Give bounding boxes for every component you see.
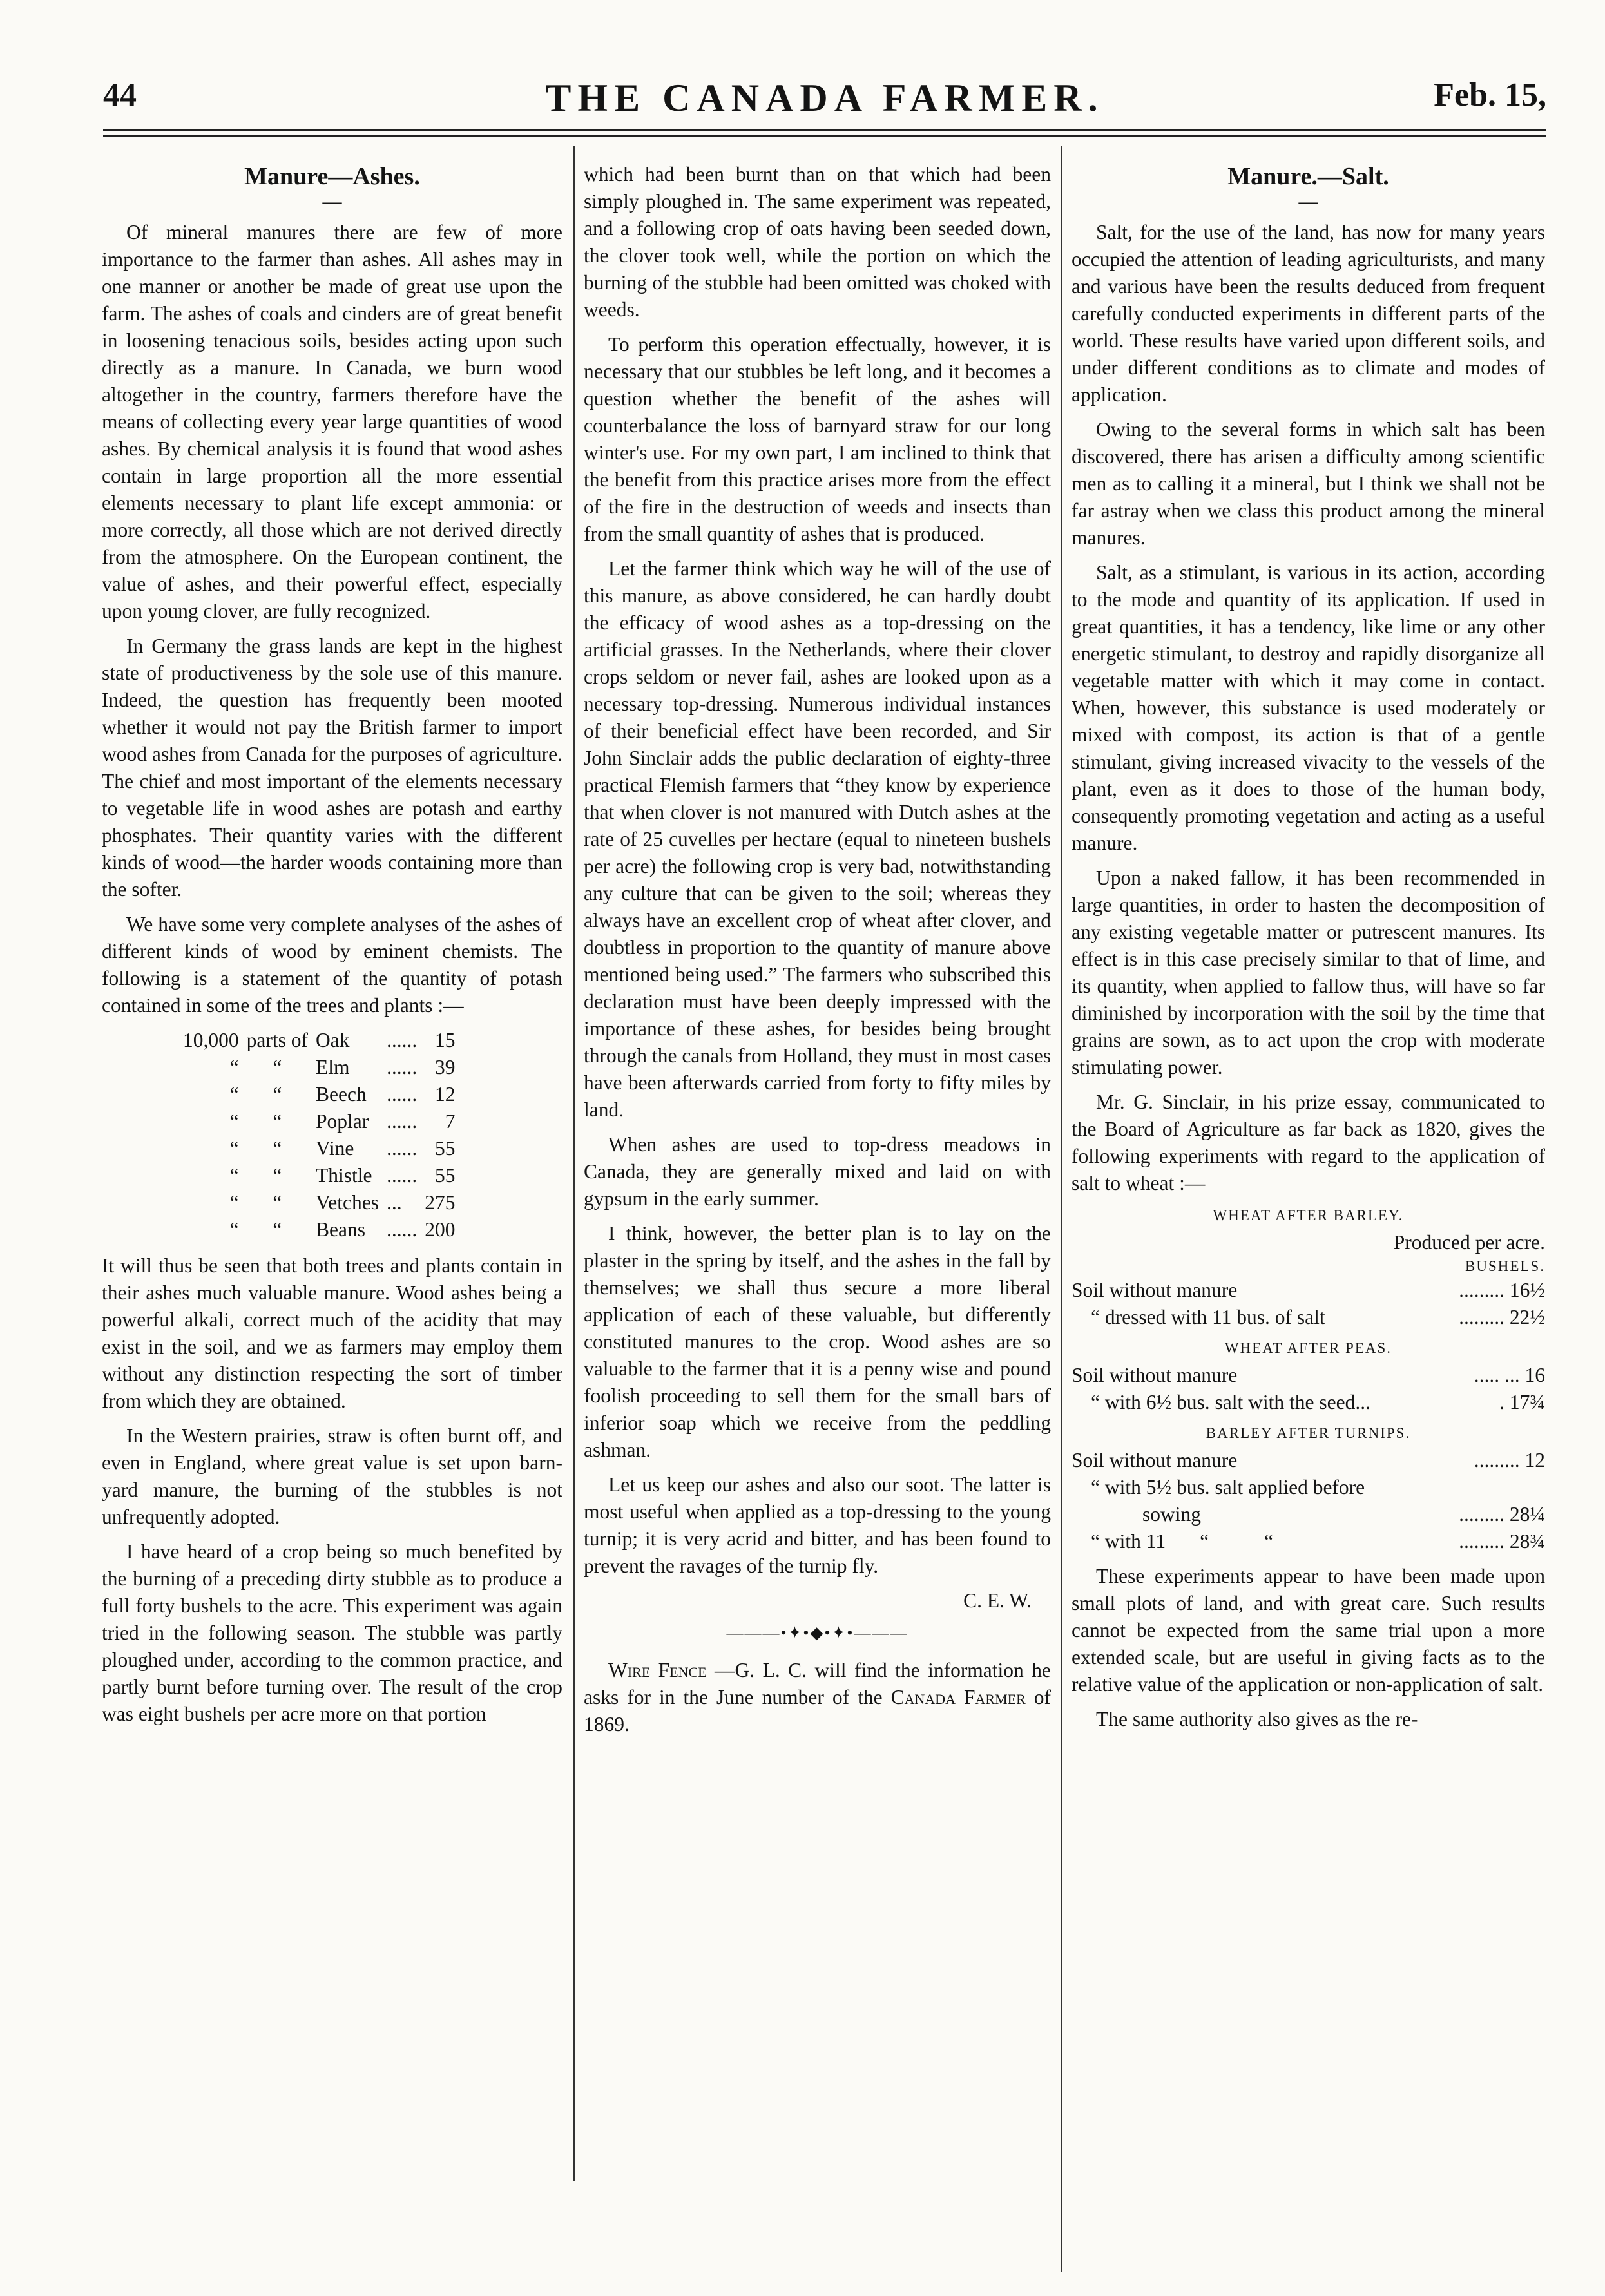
column-2 bbox=[584, 161, 1051, 1746]
table-row: “ with 5½ bus. salt applied before bbox=[1091, 1476, 1365, 1498]
table-row: “ with 11 “ “ ......... 28¾ bbox=[1091, 1530, 1545, 1553]
paragraph: In the Western prairies, straw is often burnt off, and even in England, where great value is set upon barn-yard manure, the burning of the stubbles is not unfrequently adopted. bbox=[102, 1424, 562, 1528]
table-row: 10,000 parts of Oak ...... 15 bbox=[183, 1029, 456, 1051]
paragraph: When ashes are used to top-dress meadows in Canada, they are generally mixed and laid on with gypsum in the early summer. bbox=[584, 1133, 1051, 1210]
table-row: Soil without manure ......... 12 bbox=[1072, 1449, 1545, 1471]
table-row: “ “ Beans ...... 200 bbox=[229, 1218, 456, 1241]
paragraph: I have heard of a crop being so much benefited by the burning of a preceding dirty stubble as to produce a full forty bushels to the acre. This experiment was again tried in the following season. The stubble was partly ploughed under, according to the common practice, and partly burnt before turning over. The result of the crop was eight bushels per acre more on that portion bbox=[102, 1540, 562, 1725]
table-row: “ “ Poplar ...... 7 bbox=[229, 1110, 456, 1133]
heading-dash: — bbox=[1298, 191, 1318, 212]
paragraph: The same authority also gives as the re- bbox=[1096, 1708, 1418, 1730]
paragraph: To perform this operation effectually, however, it is necessary that our stubbles be left long, and it becomes a question whether the benefit of the ashes will counterbalance the loss of barnyard straw for our long winter's use. For my own part, I am inclined to think that the benefit from this practice arises more from the effect of the fire in the destruction of weeds and insects than from the small quantity of ashes that is produced. bbox=[584, 333, 1051, 545]
paragraph: In Germany the grass lands are kept in the highest state of productiveness by the sole use of this manure. Indeed, the question has frequently been mooted whether it would not pay the British farmer to import wood ashes from Canada for the purposes of agriculture. The chief and most important of the elements necessary to vegetable life in wood ashes are potash and earthy phosphates. Their quantity varies with the different kinds of wood—the harder woods containing more than the softer. bbox=[102, 635, 562, 901]
heading-dash: — bbox=[322, 191, 342, 212]
article-heading-ashes: Manure—Ashes. bbox=[244, 163, 420, 190]
author-signature: C. E. W. bbox=[963, 1589, 1032, 1612]
table-row: sowing ......... 28¼ bbox=[1142, 1503, 1545, 1526]
paragraph: Mr. G. Sinclair, in his prize essay, communicated to the Board of Agriculture as far back as 1820, gives the following experiments with regard to the application of salt to wheat :— bbox=[1072, 1091, 1545, 1194]
column-divider-right bbox=[1061, 146, 1062, 2272]
paragraph: which had been burnt than on that which had been simply ploughed in. The same experiment was repeated, and a following crop of oats having been seeded down, the clover took well, while the portion on which the burning of the stubble had been omitted was choked with weeds. bbox=[584, 163, 1051, 321]
table-heading: WHEAT AFTER BARLEY. bbox=[1213, 1207, 1404, 1223]
page-header bbox=[103, 76, 1546, 128]
article-heading-salt: Manure.—Salt. bbox=[1227, 163, 1389, 190]
section-ornament: ———•✦•◆•✦•——— bbox=[726, 1623, 908, 1642]
bushels-label: BUSHELS. bbox=[1465, 1258, 1545, 1274]
column-1 bbox=[102, 161, 562, 1736]
page-number: 44 bbox=[103, 77, 137, 113]
issue-date: Feb. 15, bbox=[1434, 77, 1546, 113]
table-row: “ “ Beech ...... 12 bbox=[229, 1083, 456, 1105]
paragraph: Let us keep our ashes and also our soot. The latter is most useful when applied as a top-dressing to the young turnip; it is very acrid and bitter, and has been found to prevent the ravages of the turnip fly. bbox=[584, 1473, 1051, 1577]
table-row: “ “ Elm ...... 39 bbox=[229, 1056, 456, 1078]
notice-lead: Wire Fence bbox=[608, 1659, 707, 1681]
column-3 bbox=[1072, 161, 1545, 1741]
header-rule-thick bbox=[103, 129, 1546, 131]
column-divider-left bbox=[573, 146, 575, 2181]
table-row: “ “ Vine ...... 55 bbox=[229, 1137, 456, 1160]
publication-name: Canada Farmer bbox=[890, 1686, 1026, 1708]
table-row: “ “ Vetches ... 275 bbox=[229, 1191, 456, 1214]
paragraph: These experiments appear to have been made upon small plots of land, and with great care. Such results cannot be expected from the same trial upon a more extended scale, but are useful in giving facts as to the relative value of the application or non-application of salt. bbox=[1072, 1565, 1545, 1696]
table-row: Soil without manure ......... 16½ bbox=[1072, 1279, 1545, 1301]
salt-experiments-table bbox=[1072, 1205, 1545, 1555]
paragraph: Salt, for the use of the land, has now for many years occupied the attention of leading agriculturists, and many and various have been the results deduced from frequent carefully conducted experiments in different parts of the world. These results have varied upon different soils, and under different conditions as to climate and modes of application. bbox=[1072, 221, 1545, 406]
table-row: “ with 6½ bus. salt with the seed... . 17¾ bbox=[1091, 1391, 1545, 1413]
paragraph: Of mineral manures there are few of more importance to the farmer than ashes. All ashes may in one manner or another be made of great use upon the farm. The ashes of coals and cinders are of great benefit in loosening tenacious soils, besides acting upon such directly as a manure. In Canada, we burn wood altogether in the country, farmers therefore have the means of collecting every year large quantities of wood ashes. By chemical analysis it is found that wood ashes contain in large proportion all the more essential elements necessary to plant life except ammonia: or more correctly, all those which are not derived directly from the atmosphere. On the European continent, the value of ashes, and their powerful effect, especially upon young clover, are fully recognized. bbox=[102, 221, 562, 622]
table-heading: WHEAT AFTER PEAS. bbox=[1224, 1340, 1392, 1356]
table-row: “ dressed with 11 bus. of salt ......... 22½ bbox=[1091, 1306, 1545, 1328]
paragraph: Salt, as a stimulant, is various in its action, according to the mode and quantity of its application. If used in great quantities, it has a tendency, like lime or any other energetic stimulant, to destroy and rapidly disorganize all vegetable matter with which it may come in contact. When, however, this substance is used moderately or mixed with compost, its action is that of a gentle stimulant, giving increased vivacity to the vessels of the plant, even as it does to those of the human body, consequently promoting vegetation and acting as a useful manure. bbox=[1072, 561, 1545, 854]
wire-fence-notice: Wire Fence —G. L. C. will find the information he asks for in the June number of the Canada Farmer of 1869. bbox=[584, 1659, 1051, 1736]
paragraph: It will thus be seen that both trees and plants contain in their ashes much valuable manure. Wood ashes being a powerful alkali, correct much of the acidity that may exist in the soil, and we as farmers may employ them without any distinction respecting the sort of timber from which they are obtained. bbox=[102, 1254, 562, 1412]
header-rule-thin bbox=[103, 135, 1546, 137]
paragraph: Let the farmer think which way he will of the use of this manure, as above considered, he can hardly doubt the efficacy of wood ashes as a top-dressing on the artificial grasses. In the Netherlands, where their clover crops seldom or never fail, ashes are looked upon as a necessary top-dressing. Numerous individual instances of their beneficial effect have been recorded, and Sir John Sinclair adds the public declaration of eighty-three practical Flemish farmers that “they know by experience that when clover is not manured with Dutch ashes at the rate of 25 cuvelles per hectare (equal to nineteen bushels per acre) the following crop is very bad, notwithstanding any culture that can be given to the soil; whereas they always have an excellent crop of wheat after clover, and doubtless in proportion to the quantity of manure above mentioned being used.” The farmers who subscribed this declaration must have been deeply impressed with the importance of these ashes, for besides being brought through the canals from Holland, they must in most cases have been afterwards carried from forty to fifty miles by land. bbox=[584, 557, 1051, 1121]
paragraph: I think, however, the better plan is to lay on the plaster in the spring by itself, and the ashes in the fall by themselves; we shall thus secure a more liberal application of each of these valuable, but differently constituted manures to the crop. Wood ashes are so valuable to the farmer that it is a penny wise and pound foolish proceeding to sell them for the small bars of inferior soap which we receive from the peddling ashman. bbox=[584, 1222, 1051, 1461]
produced-label: Produced per acre. bbox=[1393, 1231, 1545, 1254]
table-heading: BARLEY AFTER TURNIPS. bbox=[1206, 1425, 1411, 1441]
potash-table bbox=[179, 1027, 459, 1243]
paragraph: We have some very complete analyses of the ashes of different kinds of wood by eminent chemists. The following is a statement of the quantity of potash contained in some of the trees and plants :— bbox=[102, 913, 562, 1017]
paragraph: Upon a naked fallow, it has been recommended in large quantities, in order to hasten the decomposition of any existing vegetable matter or putrescent manures. Its effect is in this case precisely similar to that of lime, and its quantity, when applied to fallow thus, will have so far diminished by incorporation with the soil by the time that grains are sown, as to act upon the crop with moderate stimulating power. bbox=[1072, 866, 1545, 1078]
table-row: Soil without manure ..... ... 16 bbox=[1072, 1364, 1545, 1386]
table-row: “ “ Thistle ...... 55 bbox=[229, 1164, 456, 1187]
paragraph: Owing to the several forms in which salt has been discovered, there has arisen a difficulty among scientific men as to calling it a mineral, but I think we shall not be far astray when we class this product among the mineral manures. bbox=[1072, 418, 1545, 549]
newspaper-title: THE CANADA FARMER. bbox=[545, 77, 1104, 119]
